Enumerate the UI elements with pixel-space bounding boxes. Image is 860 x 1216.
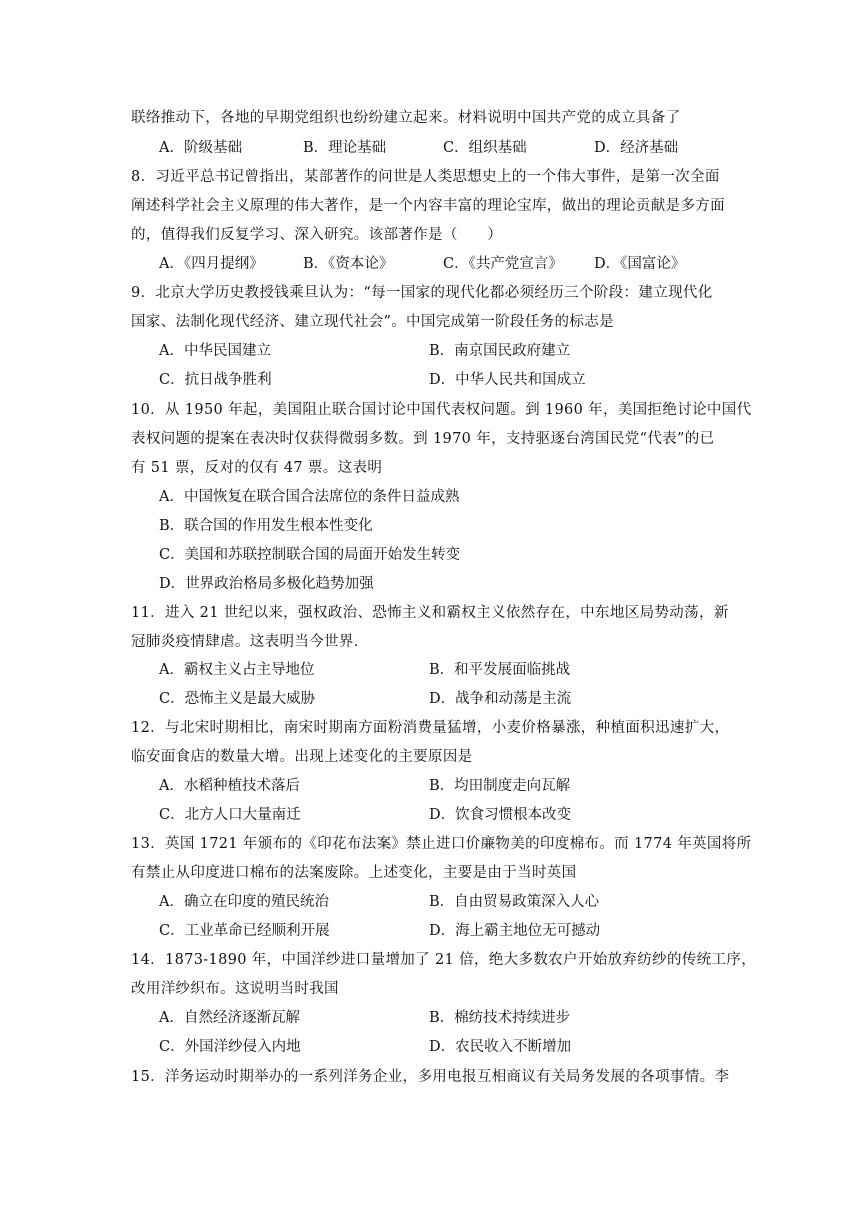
q8-option-b: B．《资本论》 — [303, 256, 394, 272]
q9-option-c: C．抗日战争胜利 — [159, 372, 272, 388]
question-8-stem-line-1: 8．习近平总书记曾指出，某部著作的问世是人类思想史上的一个伟大事件，是第一次全面 — [131, 169, 720, 185]
q13-option-c: C．工业革命已经顺利开展 — [159, 923, 330, 939]
q10-option-d: D．世界政治格局多极化趋势加强 — [159, 576, 374, 592]
question-9-stem-line-1: 9．北京大学历史教授钱乘旦认为：“每一国家的现代化都必须经历三个阶段：建立现代化 — [131, 285, 713, 301]
q9-option-b: B．南京国民政府建立 — [429, 343, 571, 359]
question-14-stem-line-2: 改用洋纱织布。这说明当时我国 — [131, 981, 339, 997]
q11-option-d: D．战争和动荡是主流 — [429, 691, 572, 707]
q8-option-c: C．《共产党宣言》 — [443, 256, 563, 272]
q12-option-b: B．均田制度走向瓦解 — [429, 778, 571, 794]
q13-option-d: D．海上霸主地位无可撼动 — [429, 923, 601, 939]
question-10-stem-line-3: 有 51 票，反对的仅有 47 票。这表明 — [131, 460, 383, 476]
q7-option-a: A．阶级基础 — [159, 140, 242, 156]
q12-option-d: D．饮食习惯根本改变 — [429, 807, 572, 823]
question-15-stem-line-1: 15．洋务运动时期举办的一系列洋务企业，多用电报互相商议有关局务发展的各项事情。李 — [131, 1069, 730, 1085]
question-14-stem-line-1: 14．1873-1890 年，中国洋纱进口量增加了 21 倍，绝大多数农户开始放弃纺纱的传统工序， — [131, 952, 757, 968]
question-12-stem-line-1: 12．与北宋时期相比，南宋时期南方面粉消费量猛增，小麦价格暴涨，种植面积迅速扩大， — [131, 720, 730, 736]
question-12-stem-line-2: 临安面食店的数量大增。出现上述变化的主要原因是 — [131, 749, 473, 765]
question-11-stem-line-2: 冠肺炎疫情肆虐。这表明当今世界. — [131, 634, 359, 650]
q11-option-c: C．恐怖主义是最大威胁 — [159, 691, 316, 707]
question-7-continuation: 联络推动下，各地的早期党组织也纷纷建立起来。材料说明中国共产党的成立具备了 — [131, 110, 681, 126]
q12-option-a: A．水稻种植技术落后 — [159, 778, 300, 794]
q7-option-c: C．组织基础 — [443, 140, 527, 156]
q11-option-a: A．霸权主义占主导地位 — [159, 662, 315, 678]
question-10-stem-line-1: 10．从 1950 年起，美国阻止联合国讨论中国代表权问题。到 1960 年，美国拒绝讨论中国代 — [131, 402, 752, 418]
question-11-stem-line-1: 11．进入 21 世纪以来，强权政治、恐怖主义和霸权主义依然存在，中东地区局势动荡，新 — [131, 605, 729, 621]
q7-option-b: B．理论基础 — [303, 140, 387, 156]
q10-option-c: C．美国和苏联控制联合国的局面开始发生转变 — [159, 547, 461, 563]
q9-option-d: D．中华人民共和国成立 — [429, 372, 586, 388]
question-8-stem-line-2: 阐述科学社会主义原理的伟大著作，是一个内容丰富的理论宝库，做出的理论贡献是多方面 — [131, 198, 725, 214]
question-9-stem-line-2: 国家、法制化现代经济、建立现代社会”。中国完成第一阶段任务的标志是 — [131, 314, 614, 330]
q14-option-a: A．自然经济逐渐瓦解 — [159, 1010, 300, 1026]
q12-option-c: C．北方人口大量南迁 — [159, 807, 301, 823]
q13-option-a: A．确立在印度的殖民统治 — [159, 894, 329, 910]
q10-option-b: B．联合国的作用发生根本性变化 — [159, 518, 373, 534]
q8-option-d: D．《国富论》 — [594, 256, 686, 272]
q14-option-d: D．农民收入不断增加 — [429, 1039, 572, 1055]
question-8-stem-line-3: 的，值得我们反复学习、深入研究。该部著作是（ ） — [131, 227, 503, 243]
q13-option-b: B．自由贸易政策深入人心 — [429, 894, 600, 910]
q8-option-a: A．《四月提纲》 — [159, 256, 264, 272]
q10-option-a: A．中国恢复在联合国合法席位的条件日益成熟 — [159, 489, 460, 505]
q14-option-c: C．外国洋纱侵入内地 — [159, 1039, 301, 1055]
q9-option-a: A．中华民国建立 — [159, 343, 271, 359]
q14-option-b: B．棉纺技术持续进步 — [429, 1010, 571, 1026]
question-10-stem-line-2: 表权问题的提案在表决时仅获得微弱多数。到 1970 年，支持驱逐台湾国民党“代表”的已 — [131, 431, 715, 447]
q7-option-d: D．经济基础 — [594, 140, 679, 156]
q11-option-b: B．和平发展面临挑战 — [429, 662, 571, 678]
question-13-stem-line-1: 13．英国 1721 年颁布的《印花布法案》禁止进口价廉物美的印度棉布。而 1774 年英国将所 — [131, 836, 752, 852]
question-13-stem-line-2: 有禁止从印度进口棉布的法案废除。上述变化，主要是由于当时英国 — [131, 865, 577, 881]
